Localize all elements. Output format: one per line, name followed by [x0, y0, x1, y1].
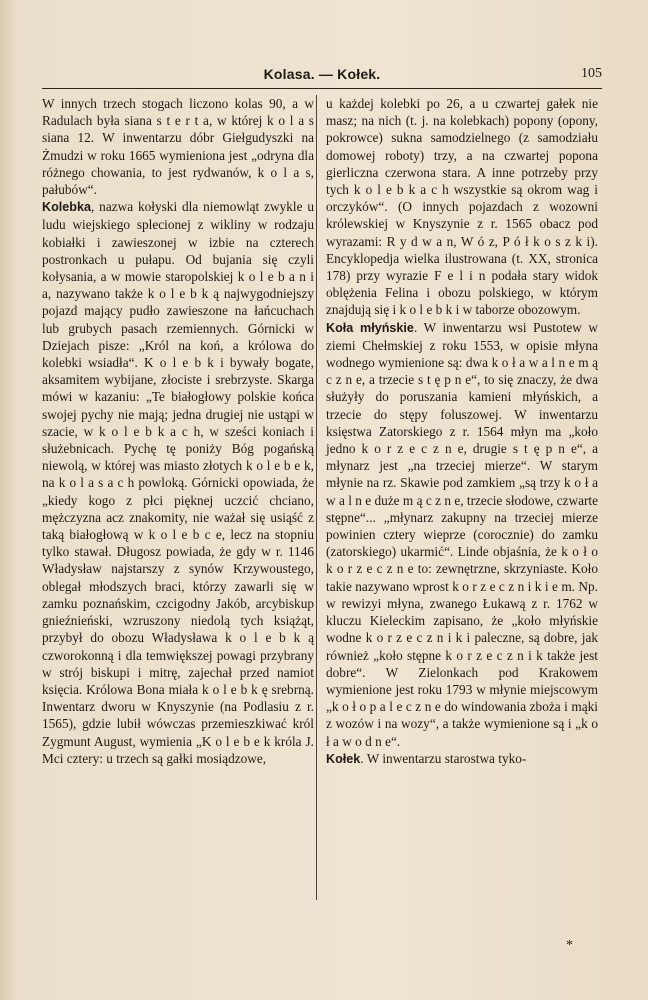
- entry-kolebka: [42, 198, 314, 767]
- paragraph-kolebka-continued: [326, 95, 598, 319]
- running-head: Kolasa. — Kołek.: [263, 66, 381, 82]
- paragraph-text: u każdej kolebki po 26, a u czwartej gałek nie masz; na nich (t. j. na kolebkach) popony (opony, pokrowce) sukna samodzielnego (z samodziału domowej roboty) trzy, a na czwartej popona gierliczna czerwona stara. A inne potrzeby przy tych k o l e b k a c h wszystkie są okrom wag i orczyków“. (O innych pojazdach z wozowni królewskiej w Knyszynie z r. 1565 obacz pod wyrazami: R y d w a n, W ó z, P ó ł k o s z k i). Encyklopedja wielka ilustrowana (t. XX, stronica 178) przy wyrazie F e l i n podała stary widok oblężenia Felina i obozu polskiego, w którym znajdują się i k o l e b k i w taborze obozowym.: [326, 96, 598, 318]
- entry-kola-mlynskie: [326, 319, 598, 750]
- paragraph-kolasa-continued: [42, 95, 314, 198]
- paragraph-text: W innych trzech stogach liczono kolas 90, a w Radulach była siana s t e r t a, w której k o l a s siana 12. W inwentarzu dóbr Giełgudyszki na Żmudzi w roku 1665 wymieniona jest „odryna dla różnego chowania, to jest rydwanów, k o l a s, pałubów“.: [42, 96, 314, 198]
- signature-mark: *: [566, 938, 573, 953]
- page-number: 105: [581, 66, 602, 81]
- entry-text: . W inwentarzu starostwa tyko-: [360, 750, 527, 766]
- entry-term: Kolebka: [42, 200, 91, 215]
- entry-term: Koła młyńskie: [326, 320, 414, 335]
- entry-text: , nazwa kołyski dla niemowląt zwykle u ludu wiejskiego splecionej z wikliny w rodzaju kobiałki i zawieszonej w izbie na czterech postronkach u pułapu. Od bujania się czyli kołysania, a w mowie staropolskiej k o l e b a n i a, nazywano także k o l e b k ą najwygodniejszy pojazd mający pudło zawieszone na łańcuchach lub grubych pasach rzemiennych. Górnicki w Dziejach pisze: „Król na koń, a królowa do kolebki wsiadła“. K o l e b k i bywały bogate, aksamitem wybijane, złociste i srebrzyste. Skarga mówi w kazaniu: „Te białogłowy polskie końca swojej pychy nie mają; jedna drugiej nie ustąpi w szacie, w k o l e b k a c h, w sześci koniach i służebnicach. Pychę tę poniży Bóg pogańską niewolą, w której was miasto złotych k o l e b e k, na k o l a s a c h powloką. Górnicki opowiada, że „kiedy kogo z płci pięknej uczcić chciano, mężczyzna acz znakomity, nie ważał się usiąść z taką białogłową w k o l e b c e, lecz na stopniu tylko stawał. Długosz powiada, że gdy w r. 1146 Władysław najstarszy z synów Krzywoustego, oblegał młodszych braci, którzy zawarli się w zamku poznańskim, czcigodny Jakób, arcybiskup gnieźnieński, wzruszony niedolą tych książąt, przybył do obozu Władysława k o l e b k ą czworokonną i dla temwiększej powagi przybrany w strój biskupi i mitrę, zajechał przed namiot księcia. Królowa Bona miała k o l e b k ę srebrną. Inwentarz dworu w Knyszynie (na Podlasiu z r. 1565), gdzie lubił wówczas przemieszkiwać król Zygmunt August, wymienia „K o l e b e k króla J. Mci cztery: u trzech są gałki mosiądzowe,: [42, 199, 314, 766]
- column-divider: [316, 95, 317, 900]
- left-column: [42, 95, 314, 767]
- entry-term: Kołek: [326, 751, 361, 766]
- header-rule: [42, 88, 602, 89]
- page-header: [42, 64, 602, 86]
- entry-text: . W inwentarzu wsi Pustotew w ziemi Chełmskiej z roku 1553, w opisie młyna wodnego wymienione są: dwa k o ł a w a l n e m ą c z n e, a trzecie s t ę p n e“, to się znaczy, że dwa służyły do poruszania kamieni młyńskich, a trzecie do stępy foluszowej. W inwentarzu księstwa Zatorskiego z r. 1564 młyn ma „koło jedno k o r z e c z n e, drugie s t ę p n e“, a młynarz jest „na trzeciej mierze“. W starym młynie na rz. Skawie pod zamkiem „są trzy k o ł a w a l n e duże m ą c z n e, trzecie słodowe, czwarte stępne“... „młynarz zakupny na trzeciej mierze powinien cztery wieprze (corocznie) do zamku (zatorskiego) ukarmić“. Linde objaśnia, że k o ł o k o r z e c z n e to: zewnętrzne, skrzyniaste. Koło takie nazywano wprost k o r z e c z n i k i e m. Np. w rewizyi młyna, zwanego Łukawą z r. 1762 w kluczu Kieleckim zapisano, że „koło młyńskie wodne k o r z e c z n i k i paleczne, są dobre, jak również „koło stępne k o r z e c z n i k także jest dobre“. W Zielonkach pod Krakowem wymienione jest roku 1793 w młynie miejscowym „k o ł o p a l e c z n e do windowania zboża i mąki z wozów i na wozy“, a także wymienione są i „k o ł a w o d n e“.: [326, 319, 599, 749]
- right-column: [326, 95, 598, 768]
- entry-kolek: [326, 750, 598, 768]
